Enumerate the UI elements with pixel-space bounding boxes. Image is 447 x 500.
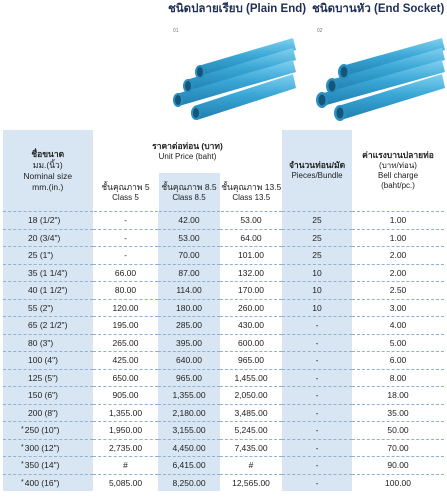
table-row — [3, 387, 444, 405]
bell-charge-header: ค่าแรงบานปลายท่อ (บาท/ท่อน) Bell charge (baht/pc.) — [352, 130, 444, 212]
class-8-5-price-cell: 3,155.00 — [158, 422, 220, 440]
class-13-5-price-cell: 64.00 — [220, 229, 282, 247]
size-label: 200 (8") — [28, 407, 58, 418]
bell-charge-cell: 2.00 — [352, 264, 444, 282]
table-row — [3, 317, 444, 335]
class-13-5-price-cell: 101.00 — [220, 247, 282, 265]
bell-charge-cell: 3.00 — [352, 299, 444, 317]
class-8-5-price-cell: 965.00 — [158, 369, 220, 387]
product-title: ชนิดบานหัว (End Socket) — [312, 3, 445, 15]
table-row — [3, 457, 444, 475]
size-cell — [3, 212, 93, 230]
class-13-5-price-cell: 3,485.00 — [220, 404, 282, 422]
table-row — [3, 474, 444, 491]
size-label: 350 (14") — [24, 460, 60, 471]
class-13-5-price-cell: 7,435.00 — [220, 439, 282, 457]
size-header: ชื่อขนาด มม.(นิ้ว) Nominal size mm.(in.) — [3, 130, 93, 212]
size-label: 55 (2") — [28, 302, 54, 313]
class-5-price-cell: 80.00 — [93, 282, 158, 300]
pieces-bundle-header: จำนวนท่อน/มัด Pieces/Bundle — [282, 130, 352, 212]
table-row — [3, 247, 444, 265]
size-label: 20 (3/4") — [28, 232, 61, 243]
bell-charge-cell: 90.00 — [352, 457, 444, 475]
bell-charge-cell: 100.00 — [352, 474, 444, 491]
class-13-5-price-cell: 1,455.00 — [220, 369, 282, 387]
class-8-5-price-cell: 53.00 — [158, 229, 220, 247]
class-5-price-cell: 120.00 — [93, 299, 158, 317]
special-order-mark: * — [21, 478, 24, 486]
bell-charge-cell: 5.00 — [352, 334, 444, 352]
class-8-5-price-cell: 285.00 — [158, 317, 220, 335]
pieces-cell: 25 — [282, 229, 352, 247]
price-table — [3, 130, 444, 491]
size-cell — [3, 299, 93, 317]
bell-charge-cell: 70.00 — [352, 439, 444, 457]
pieces-cell: 25 — [282, 212, 352, 230]
size-cell — [3, 334, 93, 352]
class-8-5-price-cell: 6,415.00 — [158, 457, 220, 475]
size-label: 40 (1 1/2") — [28, 285, 68, 296]
product-header — [0, 0, 447, 128]
size-label: 25 (1") — [28, 250, 54, 261]
class-13-5-price-cell: 170.00 — [220, 282, 282, 300]
class-5-price-cell: - — [93, 212, 158, 230]
product-number: 02 — [317, 28, 323, 34]
bell-charge-cell: 1.00 — [352, 229, 444, 247]
size-cell — [3, 352, 93, 370]
class-13-5-price-cell: 600.00 — [220, 334, 282, 352]
bell-charge-cell: 6.00 — [352, 352, 444, 370]
class-5-price-cell: 2,735.00 — [93, 439, 158, 457]
size-label: 100 (4") — [28, 355, 58, 366]
class-5-price-cell: 66.00 — [93, 264, 158, 282]
table-row — [3, 369, 444, 387]
table-row — [3, 282, 444, 300]
size-cell — [3, 404, 93, 422]
table-row — [3, 264, 444, 282]
class-5-price-cell: 5,085.00 — [93, 474, 158, 491]
class-13-5-header: ชั้นคุณภาพ 13.5 Class 13.5 — [220, 173, 282, 212]
class-8-5-price-cell: 180.00 — [158, 299, 220, 317]
table-row — [3, 352, 444, 370]
size-label: 35 (1 1/4") — [28, 267, 68, 278]
class-5-price-cell: # — [93, 457, 158, 475]
table-row — [3, 334, 444, 352]
pieces-cell: - — [282, 369, 352, 387]
plain-end-pipes-image — [168, 36, 298, 126]
size-label: 150 (6") — [28, 390, 58, 401]
class-5-header: ชั้นคุณภาพ 5 Class 5 — [93, 173, 158, 212]
pieces-cell: - — [282, 439, 352, 457]
class-5-price-cell: 1,950.00 — [93, 422, 158, 440]
class-5-price-cell: 265.00 — [93, 334, 158, 352]
product-title: ชนิดปลายเรียบ (Plain End) — [168, 3, 307, 15]
pieces-cell: - — [282, 404, 352, 422]
price-table-body — [3, 212, 444, 492]
size-cell — [3, 474, 93, 491]
pieces-cell: 25 — [282, 247, 352, 265]
bell-charge-cell: 1.00 — [352, 212, 444, 230]
unit-price-header: ราคาต่อท่อน (บาท) Unit Price (baht) — [93, 130, 282, 173]
size-cell — [3, 317, 93, 335]
special-order-mark: * — [21, 443, 24, 451]
class-13-5-price-cell: 2,050.00 — [220, 387, 282, 405]
bell-charge-cell: 50.00 — [352, 422, 444, 440]
class-13-5-price-cell: 430.00 — [220, 317, 282, 335]
size-cell — [3, 422, 93, 440]
pieces-cell: - — [282, 422, 352, 440]
bell-charge-cell: 2.00 — [352, 247, 444, 265]
table-row — [3, 299, 444, 317]
class-8-5-price-cell: 114.00 — [158, 282, 220, 300]
end-socket-pipes-image — [312, 36, 447, 126]
class-8-5-price-cell: 395.00 — [158, 334, 220, 352]
size-cell — [3, 369, 93, 387]
class-13-5-price-cell: 12,565.00 — [220, 474, 282, 491]
bell-charge-cell: 18.00 — [352, 387, 444, 405]
size-label: 125 (5") — [28, 372, 58, 383]
class-5-price-cell: - — [93, 229, 158, 247]
class-8-5-header: ชั้นคุณภาพ 8.5 Class 8.5 — [158, 173, 220, 212]
class-13-5-price-cell: 132.00 — [220, 264, 282, 282]
size-label: 300 (12") — [24, 442, 60, 453]
size-cell — [3, 282, 93, 300]
special-order-mark: * — [21, 426, 24, 434]
class-13-5-price-cell: 53.00 — [220, 212, 282, 230]
class-8-5-price-cell: 4,450.00 — [158, 439, 220, 457]
class-5-price-cell: 1,355.00 — [93, 404, 158, 422]
size-label: 65 (2 1/2") — [28, 320, 68, 331]
size-cell — [3, 229, 93, 247]
table-row — [3, 422, 444, 440]
size-label: 18 (1/2") — [28, 215, 61, 226]
class-8-5-price-cell: 2,180.00 — [158, 404, 220, 422]
size-cell — [3, 247, 93, 265]
class-5-price-cell: - — [93, 247, 158, 265]
class-5-price-cell: 905.00 — [93, 387, 158, 405]
pieces-cell: 10 — [282, 299, 352, 317]
class-13-5-price-cell: 5,245.00 — [220, 422, 282, 440]
class-5-price-cell: 650.00 — [93, 369, 158, 387]
pieces-cell: 10 — [282, 282, 352, 300]
class-13-5-price-cell: # — [220, 457, 282, 475]
table-row — [3, 439, 444, 457]
bell-charge-cell: 8.00 — [352, 369, 444, 387]
pieces-cell: - — [282, 317, 352, 335]
pieces-cell: - — [282, 387, 352, 405]
class-8-5-price-cell: 87.00 — [158, 264, 220, 282]
pieces-cell: - — [282, 334, 352, 352]
product-plain-end — [168, 0, 307, 34]
size-label: 400 (16") — [24, 477, 60, 488]
pieces-cell: 10 — [282, 264, 352, 282]
product-number: 01 — [173, 28, 179, 34]
class-13-5-price-cell: 260.00 — [220, 299, 282, 317]
bell-charge-cell: 35.00 — [352, 404, 444, 422]
class-8-5-price-cell: 640.00 — [158, 352, 220, 370]
bell-charge-cell: 2.50 — [352, 282, 444, 300]
class-8-5-price-cell: 8,250.00 — [158, 474, 220, 491]
size-label: 250 (10") — [24, 425, 60, 436]
class-13-5-price-cell: 965.00 — [220, 352, 282, 370]
class-8-5-price-cell: 1,355.00 — [158, 387, 220, 405]
size-cell — [3, 387, 93, 405]
special-order-mark: * — [21, 461, 24, 469]
size-label: 80 (3") — [28, 337, 54, 348]
pieces-cell: - — [282, 352, 352, 370]
class-8-5-price-cell: 42.00 — [158, 212, 220, 230]
size-cell — [3, 457, 93, 475]
size-cell — [3, 439, 93, 457]
table-row — [3, 404, 444, 422]
bell-charge-cell: 4.00 — [352, 317, 444, 335]
class-5-price-cell: 425.00 — [93, 352, 158, 370]
class-5-price-cell: 195.00 — [93, 317, 158, 335]
size-cell — [3, 264, 93, 282]
table-row — [3, 212, 444, 230]
product-end-socket — [312, 0, 445, 34]
class-8-5-price-cell: 70.00 — [158, 247, 220, 265]
pieces-cell: - — [282, 474, 352, 491]
pieces-cell: - — [282, 457, 352, 475]
table-row — [3, 229, 444, 247]
